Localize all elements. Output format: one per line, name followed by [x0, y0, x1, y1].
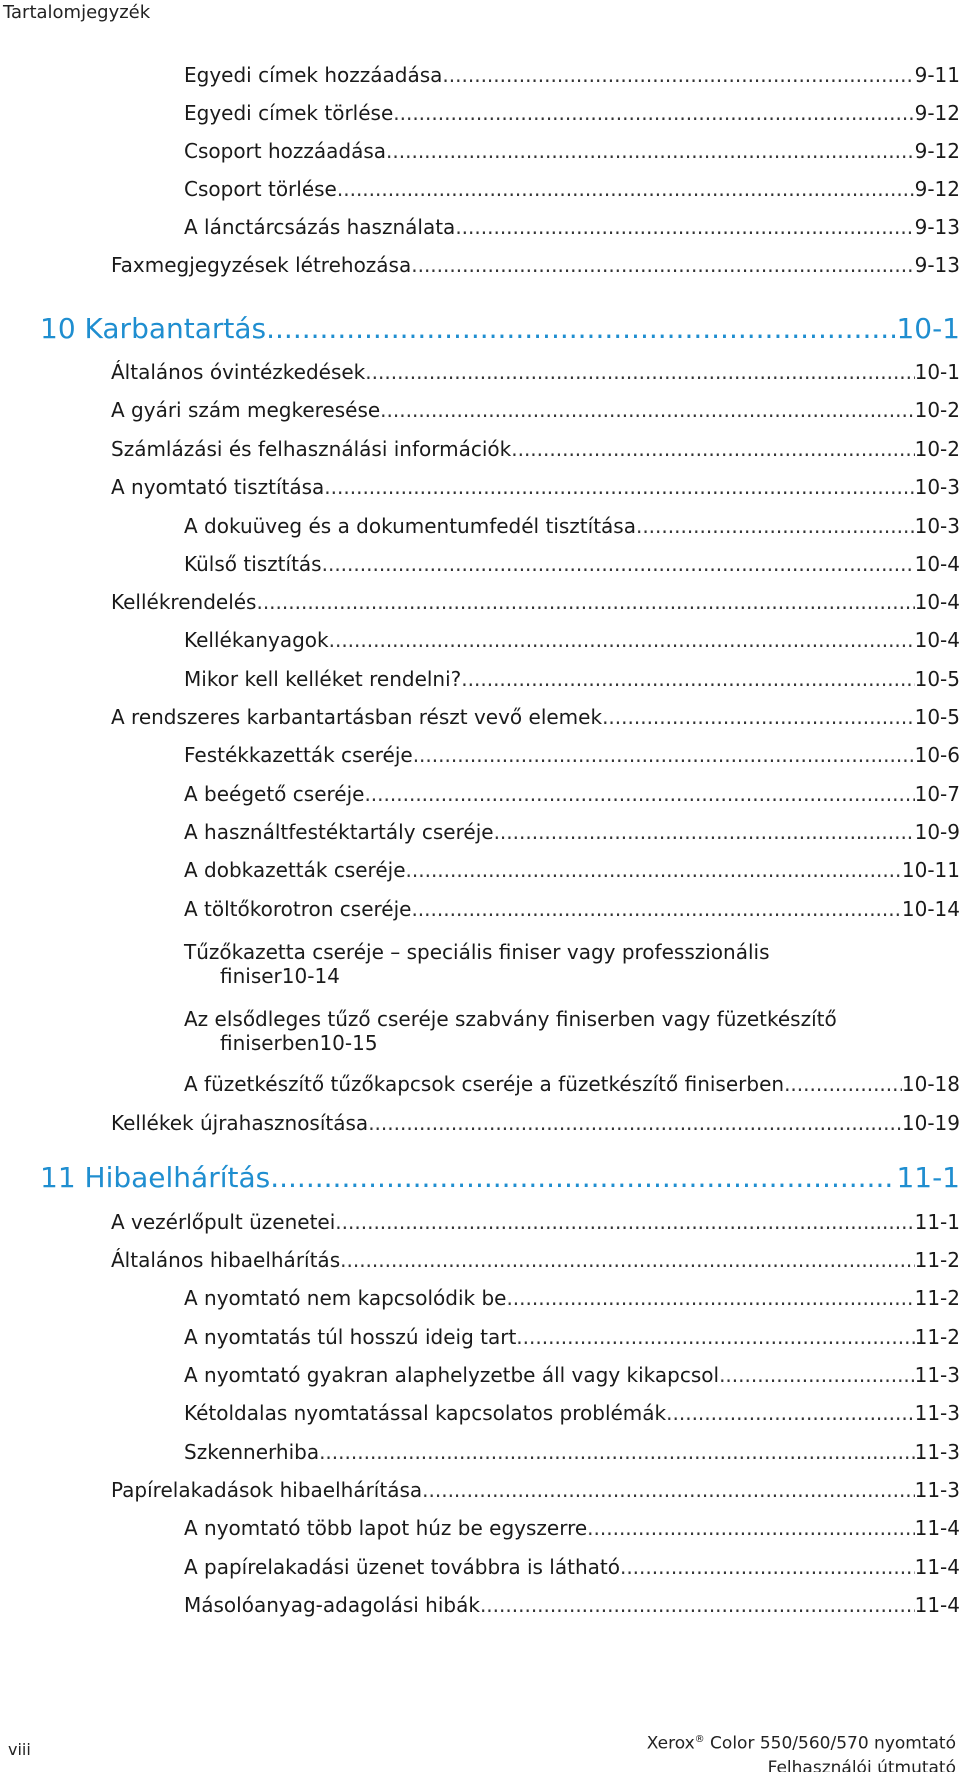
toc-entry[interactable]	[184, 1593, 960, 1617]
toc-entry[interactable]	[184, 177, 960, 201]
toc-entry-label: Csoport törlése	[184, 177, 337, 201]
toc-entry[interactable]	[184, 63, 960, 87]
toc-entry[interactable]	[184, 139, 960, 163]
toc-entry-page: 10-11	[901, 858, 960, 882]
footer-brand: Xerox	[646, 1733, 695, 1754]
toc-entry-label: Külső tisztítás	[184, 552, 322, 576]
toc-entry-label: A papírelakadási üzenet továbbra is látható	[184, 1555, 620, 1579]
dot-leader	[784, 1072, 902, 1096]
registered-mark: ®	[694, 1734, 705, 1745]
dot-leader	[322, 552, 915, 576]
toc-entry-label: Szkennerhiba	[184, 1440, 320, 1464]
toc-entry[interactable]	[184, 1286, 960, 1310]
toc-entry-page: 10-3	[914, 514, 960, 538]
toc-entry[interactable]	[184, 743, 960, 767]
toc-entry-page: 10-6	[914, 743, 960, 767]
toc-entry[interactable]	[111, 590, 960, 614]
toc-entry-label: A nyomtató nem kapcsolódik be	[184, 1286, 507, 1310]
dot-leader	[516, 1325, 914, 1349]
toc-entry-page: 11-4	[914, 1593, 960, 1617]
toc-entry-label: A nyomtatás túl hosszú ideig tart	[184, 1325, 517, 1349]
toc-entry-label: A vezérlőpult üzenetei	[111, 1210, 336, 1234]
footer-guide-title: Felhasználói útmutató	[767, 1757, 956, 1772]
toc-entry-label: A dobkazetták cseréje	[184, 858, 406, 882]
toc-entry[interactable]	[111, 253, 960, 277]
toc-entry[interactable]	[184, 782, 960, 806]
toc-entry-page: 10-18	[901, 1072, 960, 1096]
toc-entry-page: 11-1	[914, 1210, 960, 1234]
toc-entry[interactable]	[184, 1363, 960, 1387]
toc-entry[interactable]	[111, 475, 960, 499]
toc-entry-page: 9-12	[914, 139, 960, 163]
toc-entry-label: Egyedi címek törlése	[184, 101, 394, 125]
dot-leader	[506, 1286, 914, 1310]
toc-chapter-label: 11 Hibaelhárítás	[40, 1161, 271, 1194]
toc-entry-label: Általános hibaelhárítás	[111, 1248, 341, 1272]
dot-leader	[368, 1111, 902, 1135]
toc-entry-label: Festékkazetták cseréje	[184, 743, 413, 767]
toc-entry-wrapped[interactable]	[184, 940, 960, 988]
toc-entry-label: Mikor kell kelléket rendelni?	[184, 667, 462, 691]
toc-entry-page: 11-4	[914, 1516, 960, 1540]
toc-entry-page: 11-4	[914, 1555, 960, 1579]
dot-leader	[666, 1401, 914, 1425]
toc-entry-label: Kellékrendelés	[111, 590, 257, 614]
toc-chapter-heading[interactable]	[40, 1161, 960, 1194]
toc-entry[interactable]	[111, 437, 960, 461]
toc-entry-page: 11-3	[914, 1401, 960, 1425]
toc-entry[interactable]	[184, 215, 960, 239]
toc-entry-page: 10-2	[914, 398, 960, 422]
toc-entry[interactable]	[184, 858, 960, 882]
toc-entry-page: 10-1	[914, 360, 960, 384]
toc-entry[interactable]	[111, 398, 960, 422]
dot-leader	[455, 215, 914, 239]
toc-entry-label: A nyomtató gyakran alaphelyzetbe áll vagy kikapcsol	[184, 1363, 720, 1387]
dot-leader	[406, 858, 902, 882]
toc-entry-label: Számlázási és felhasználási információk	[111, 437, 512, 461]
dot-leader	[511, 437, 914, 461]
toc-entry-label: Kellékanyagok	[184, 628, 329, 652]
dot-leader	[380, 398, 914, 422]
dot-leader	[411, 253, 914, 277]
dot-leader	[620, 1555, 915, 1579]
toc-entry[interactable]	[111, 360, 960, 384]
toc-entry-page: 11-2	[914, 1248, 960, 1272]
toc-entry-label: A nyomtató tisztítása	[111, 475, 325, 499]
dot-leader	[266, 312, 896, 345]
toc-entry-page: 9-11	[914, 63, 960, 87]
toc-entry-label: Kellékek újrahasznosítása	[111, 1111, 369, 1135]
dot-leader	[324, 475, 914, 499]
toc-entry-label: A füzetkészítő tűzőkapcsok cseréje a füzetkészítő finiserben	[184, 1072, 785, 1096]
toc-entry-page: 9-13	[914, 253, 960, 277]
toc-entry-page: 10-3	[914, 475, 960, 499]
toc-chapter-label: 10 Karbantartás	[40, 312, 267, 345]
dot-leader	[270, 1161, 896, 1194]
toc-entry-label: A beégető cseréje	[184, 782, 365, 806]
toc-entry-label: A használtfestéktartály cseréje	[184, 820, 494, 844]
toc-entry-page: 10-9	[914, 820, 960, 844]
dot-leader	[364, 782, 914, 806]
toc-entry[interactable]	[184, 820, 960, 844]
toc-entry-page: 11-3	[914, 1363, 960, 1387]
toc-entry[interactable]	[184, 1401, 960, 1425]
toc-entry-page: 10-4	[914, 552, 960, 576]
toc-entry[interactable]	[184, 628, 960, 652]
running-header: Tartalomjegyzék	[3, 2, 151, 23]
toc-entry-page: 10-15	[319, 1031, 378, 1055]
toc-entry-label-line1: Tűzőkazetta cseréje – speciális finiser vagy professzionális	[184, 940, 770, 964]
toc-entry-page: 9-12	[914, 177, 960, 201]
dot-leader	[636, 514, 915, 538]
page-number: viii	[8, 1740, 31, 1759]
toc-entry-label: Papírelakadások hibaelhárítása	[111, 1478, 423, 1502]
toc-entry-page: 10-19	[901, 1111, 960, 1135]
toc-entry-page: 9-13	[914, 215, 960, 239]
toc-entry-page: 10-2	[914, 437, 960, 461]
toc-entry[interactable]	[184, 667, 960, 691]
dot-leader	[256, 590, 914, 614]
dot-leader	[494, 820, 915, 844]
toc-entry-page: 10-7	[914, 782, 960, 806]
dot-leader	[340, 1248, 914, 1272]
toc-entry-label: A rendszeres karbantartásban részt vevő elemek	[111, 705, 603, 729]
toc-entry-page: 11-2	[914, 1325, 960, 1349]
toc-entry-label: A gyári szám megkeresése	[111, 398, 381, 422]
toc-entry[interactable]	[184, 514, 960, 538]
dot-leader	[422, 1478, 914, 1502]
toc-entry[interactable]	[111, 1111, 960, 1135]
toc-entry-page: 10-5	[914, 705, 960, 729]
toc-entry[interactable]	[184, 101, 960, 125]
dot-leader	[411, 897, 901, 921]
toc-entry-page: 10-14	[901, 897, 960, 921]
dot-leader	[335, 1210, 914, 1234]
toc-entry-label: Csoport hozzáadása	[184, 139, 387, 163]
toc-entry-label: Kétoldalas nyomtatással kapcsolatos problémák	[184, 1401, 667, 1425]
toc-chapter-heading[interactable]	[40, 312, 960, 345]
toc-entry-page: 11-2	[914, 1286, 960, 1310]
footer-product: Color 550/560/570 nyomtató	[704, 1733, 956, 1754]
toc-chapter-page: 10-1	[896, 312, 960, 345]
toc-entry[interactable]	[184, 1072, 960, 1096]
footer-product-info	[647, 1728, 956, 1772]
dot-leader	[365, 360, 914, 384]
dot-leader	[480, 1593, 915, 1617]
dot-leader	[319, 1440, 915, 1464]
dot-leader	[393, 101, 914, 125]
dot-leader	[386, 139, 915, 163]
toc-entry-label: A nyomtató több lapot húz be egyszerre	[184, 1516, 588, 1540]
dot-leader	[442, 63, 914, 87]
dot-leader	[461, 667, 914, 691]
toc-entry-wrapped[interactable]	[184, 1007, 960, 1055]
toc-entry[interactable]	[184, 1440, 960, 1464]
toc-entry[interactable]	[184, 552, 960, 576]
toc-entry[interactable]	[111, 1210, 960, 1234]
toc-entry-label: A dokuüveg és a dokumentumfedél tisztítása	[184, 514, 636, 538]
toc-entry-label: A töltőkorotron cseréje	[184, 897, 412, 921]
dot-leader	[413, 743, 915, 767]
toc-entry-page: 9-12	[914, 101, 960, 125]
toc-entry[interactable]	[184, 1516, 960, 1540]
toc-entry-label: Másolóanyag-adagolási hibák	[184, 1593, 480, 1617]
dot-leader	[602, 705, 915, 729]
toc-entry[interactable]	[111, 705, 960, 729]
toc-entry-page: 11-3	[914, 1478, 960, 1502]
toc-entry-label-line1: Az elsődleges tűző cseréje szabvány finiserben vagy füzetkészítő	[184, 1007, 837, 1031]
toc-entry[interactable]	[184, 1325, 960, 1349]
toc-entry-label-line2: finiserben	[220, 1031, 320, 1055]
dot-leader	[719, 1363, 915, 1387]
toc-entry[interactable]	[111, 1478, 960, 1502]
toc-entry[interactable]	[184, 1555, 960, 1579]
toc-entry[interactable]	[184, 897, 960, 921]
toc-entry-page: 11-3	[914, 1440, 960, 1464]
dot-leader	[337, 177, 915, 201]
toc-entry-page: 10-4	[914, 590, 960, 614]
toc-entry-label-line2: finiser	[220, 964, 282, 988]
toc-entry-page: 10-4	[914, 628, 960, 652]
toc-entry-label: Faxmegjegyzések létrehozása	[111, 253, 412, 277]
toc-entry-page: 10-14	[281, 964, 340, 988]
footer-product-line	[647, 1728, 956, 1756]
toc-entry-page: 10-5	[914, 667, 960, 691]
toc-entry[interactable]	[111, 1248, 960, 1272]
dot-leader	[329, 628, 915, 652]
toc-chapter-page: 11-1	[896, 1161, 960, 1194]
dot-leader	[587, 1516, 914, 1540]
toc-entry-label: A lánctárcsázás használata	[184, 215, 456, 239]
toc-entry-label: Általános óvintézkedések	[111, 360, 366, 384]
toc-entry-label: Egyedi címek hozzáadása	[184, 63, 443, 87]
